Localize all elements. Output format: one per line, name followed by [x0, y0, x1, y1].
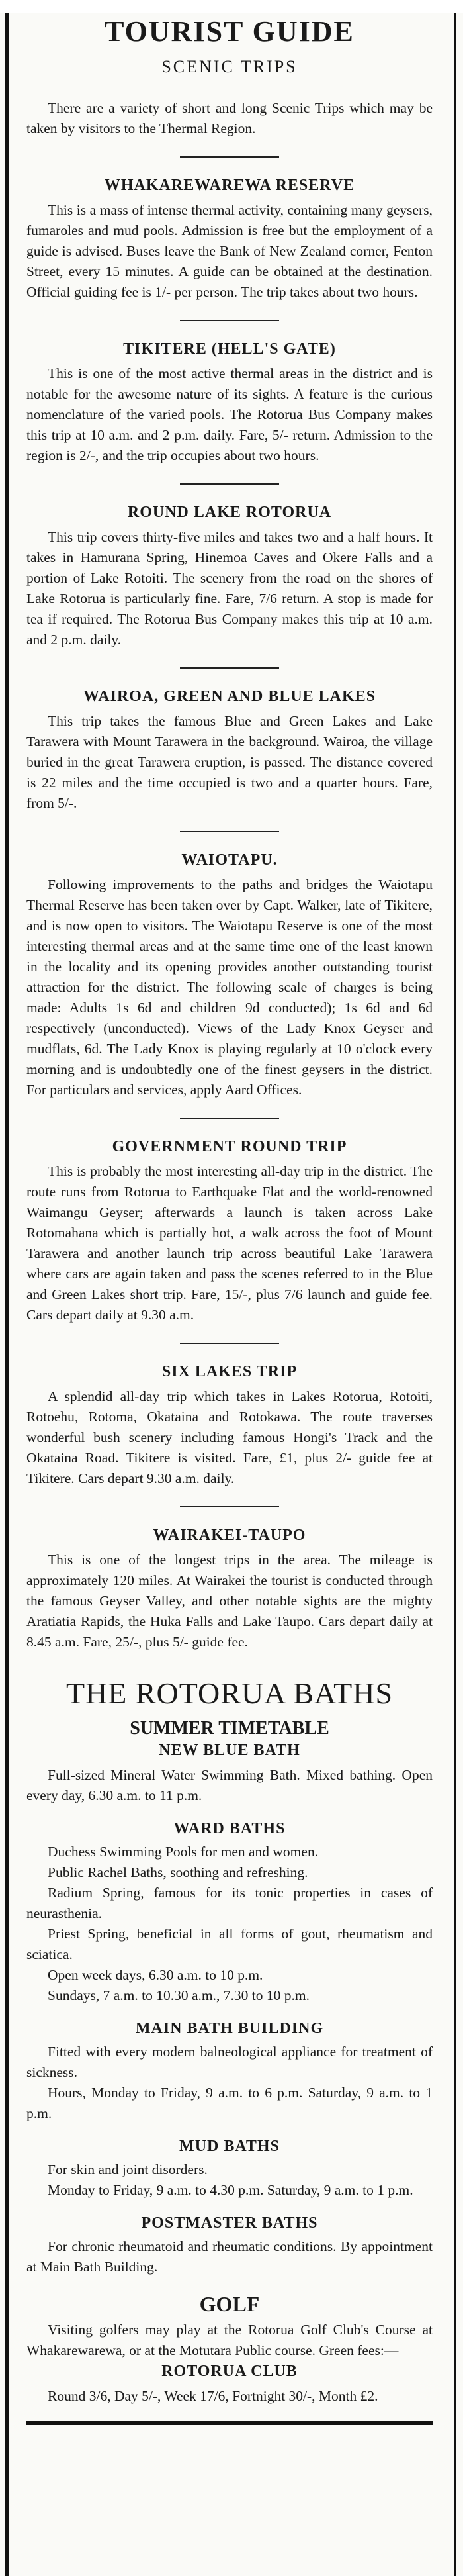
- trip-heading: WHAKAREWAREWA RESERVE: [104, 177, 355, 194]
- trip-section: [26, 175, 433, 303]
- page-title: TOURIST GUIDE: [105, 15, 355, 48]
- trip-body: This is probably the most interesting all-day trip in the district. The route runs from Rotorua to Earthquake Flat and the world-renowned Waimangu Geyser; afterwards a launch is taken across Lake Rotomahana which is partially hot, a walk across the foot of Mount Tarawera and another launch trip across beautiful Lake Tarawera where cars are again taken and pass the scenes referred to in the Blue and Green Lakes short trip. Fare, 15/-, plus 7/6 launch and guide fee. Cars depart daily at 9.30 a.m.: [26, 1163, 433, 1323]
- bath-line: Public Rachel Baths, soothing and refreshing.: [48, 1864, 308, 1880]
- trip-body: This trip takes the famous Blue and Green Lakes and Lake Tarawera with Mount Tarawera in the background. Wairoa, the village buried in the great Tarawera eruption, is passed. The distance covered is 22 miles and the time occupied is two and a quarter hours. Fare, from 5/-.: [26, 713, 433, 811]
- trip-body: This is a mass of intense thermal activity, containing many geysers, fumaroles and mud pools. Admission is free but the employment of a guide is advised. Buses leave the Bank of New Zealand corner, Fenton Street, every 15 minutes. A guide can be obtained at the destination. Official guiding fee is 1/- per person. The trip takes about two hours.: [26, 202, 433, 300]
- trip-section: [26, 1525, 433, 1652]
- trip-body: Following improvements to the paths and bridges the Waiotapu Thermal Reserve has been taken over by Capt. Walker, late of Tikitere, and is now open to visitors. The Waiotapu Reserve is one of the most interesting thermal areas and at the same time one of the least known in the locality and its opening provides another outstanding tourist attraction for the district. The following scale of charges is being made: Adults 1s 6d and children 9d conducted); 1s 6d and 6d respectively (unconducted). Views of the Lady Knox Geyser and mudflats, 6d. The Lady Knox is playing regularly at 10 o'clock every morning and is undoubtedly one of the finest geysers in the district. For particulars and services, apply Aard Offices.: [26, 877, 433, 1098]
- bath-line: Hours, Monday to Friday, 9 a.m. to 6 p.m. Saturday, 9 a.m. to 1 p.m.: [26, 2085, 433, 2121]
- bath-body: Full-sized Mineral Water Swimming Bath. Mixed bathing. Open every day, 6.30 a.m. to 11 p.m.: [26, 1767, 433, 1803]
- trip-body: This is one of the most active thermal areas in the district and is notable for the awesome nature of its sights. A feature is the curious nomenclature of the varied pools. The Rotorua Bus Company makes this trip at 10 a.m. and 2 p.m. daily. Fare, 5/- return. Admission to the region is 2/-, and the trip occupies about two hours.: [26, 365, 433, 463]
- divider: [180, 831, 279, 832]
- baths-title: THE ROTORUA BATHS: [65, 1676, 394, 1710]
- trip-section: [26, 338, 433, 466]
- bath-heading-postmaster: POSTMASTER BATHS: [141, 2215, 318, 2232]
- bath-line: Monday to Friday, 9 a.m. to 4.30 p.m. Saturday, 9 a.m. to 1 p.m.: [48, 2182, 413, 2198]
- trip-heading: TIKITERE (HELL'S GATE): [123, 340, 336, 358]
- newspaper-column: [0, 13, 463, 2576]
- divider: [180, 1506, 279, 1507]
- divider: [180, 1118, 279, 1119]
- divider: [180, 667, 279, 669]
- bath-line: Radium Spring, famous for its tonic properties in cases of neurasthenia.: [26, 1885, 433, 1921]
- golf-body: Visiting golfers may play at the Rotorua Golf Club's Course at Whakarewarewa, or at the Motutara Public course. Green fees:—: [26, 2322, 433, 2358]
- trip-heading: WAIROA, GREEN AND BLUE LAKES: [83, 688, 376, 705]
- golf-heading: GOLF: [199, 2292, 260, 2316]
- trip-section: [26, 1361, 433, 1489]
- bath-line: For skin and joint disorders.: [48, 2162, 208, 2177]
- trip-section: [26, 849, 433, 1100]
- bath-line: Priest Spring, beneficial in all forms of gout, rheumatism and sciatica.: [26, 1926, 433, 1962]
- right-column-rule: [454, 13, 456, 2576]
- divider: [180, 320, 279, 321]
- trip-body: This is one of the longest trips in the area. The mileage is approximately 120 miles. At Wairakei the tourist is conducted through the famous Geyser Valley, and other notable sights are the mighty Aratiatia Rapids, the Huka Falls and Lake Taupo. Cars depart daily at 8.45 a.m. Fare, 25/-, plus 5/- guide fee.: [26, 1552, 433, 1650]
- column-content: [15, 13, 442, 2425]
- trip-body: A splendid all-day trip which takes in Lakes Rotorua, Rotoiti, Rotoehu, Rotoma, Okataina and Rotokawa. The route traverses wonderful bush scenery including famous Hongi's Track and the Okataina Road. Tikitere is visited. Fare, £1, plus 2/- guide fee at Tikitere. Cars depart 9.30 a.m. daily.: [26, 1388, 433, 1486]
- trip-heading: SIX LAKES TRIP: [161, 1363, 298, 1380]
- timetable-heading: SUMMER TIMETABLE: [130, 1718, 329, 1739]
- divider: [180, 156, 279, 158]
- bath-heading-main: MAIN BATH BUILDING: [135, 2020, 324, 2037]
- trip-heading: WAIOTAPU.: [181, 851, 278, 869]
- bath-line: Fitted with every modern balneological appliance for treatment of sickness.: [26, 2044, 433, 2080]
- trip-section: [26, 686, 433, 814]
- trip-body: This trip covers thirty-five miles and takes two and a half hours. It takes in Hamurana Spring, Hinemoa Caves and Okere Falls and a portion of Lake Rotoiti. The scenery from the road on the shores of Lake Rotorua is particularly fine. Fare, 7/6 return. A stop is made for tea if required. The Rotorua Bus Company makes this trip at 10 a.m. and 2 p.m. daily.: [26, 529, 433, 647]
- trip-section: [26, 502, 433, 650]
- bottom-rule: [26, 2421, 433, 2425]
- bath-line: Sundays, 7 a.m. to 10.30 a.m., 7.30 to 10 p.m.: [48, 1987, 310, 2003]
- trip-section: [26, 1136, 433, 1325]
- divider: [180, 1343, 279, 1344]
- intro-paragraph: There are a variety of short and long Scenic Trips which may be taken by visitors to the Thermal Region.: [26, 100, 433, 136]
- club-fees: Round 3/6, Day 5/-, Week 17/6, Fortnight 30/-, Month £2.: [48, 2388, 378, 2404]
- trip-heading: GOVERNMENT ROUND TRIP: [112, 1138, 347, 1155]
- bath-heading-ward: WARD BATHS: [173, 1820, 286, 1837]
- bath-line: Duchess Swimming Pools for men and women.: [48, 1844, 319, 1860]
- section-subtitle: SCENIC TRIPS: [161, 57, 298, 76]
- trip-heading: WAIRAKEI-TAUPO: [153, 1527, 306, 1544]
- bath-heading-new-blue: NEW BLUE BATH: [159, 1742, 300, 1759]
- trip-heading: ROUND LAKE ROTORUA: [127, 504, 332, 521]
- divider: [180, 483, 279, 485]
- club-heading: ROTORUA CLUB: [161, 2363, 298, 2380]
- bath-heading-mud: MUD BATHS: [179, 2138, 280, 2155]
- bath-line: Open week days, 6.30 a.m. to 10 p.m.: [48, 1967, 263, 1983]
- left-column-rule: [5, 13, 9, 2576]
- bath-body: For chronic rheumatoid and rheumatic conditions. By appointment at Main Bath Building.: [26, 2238, 433, 2275]
